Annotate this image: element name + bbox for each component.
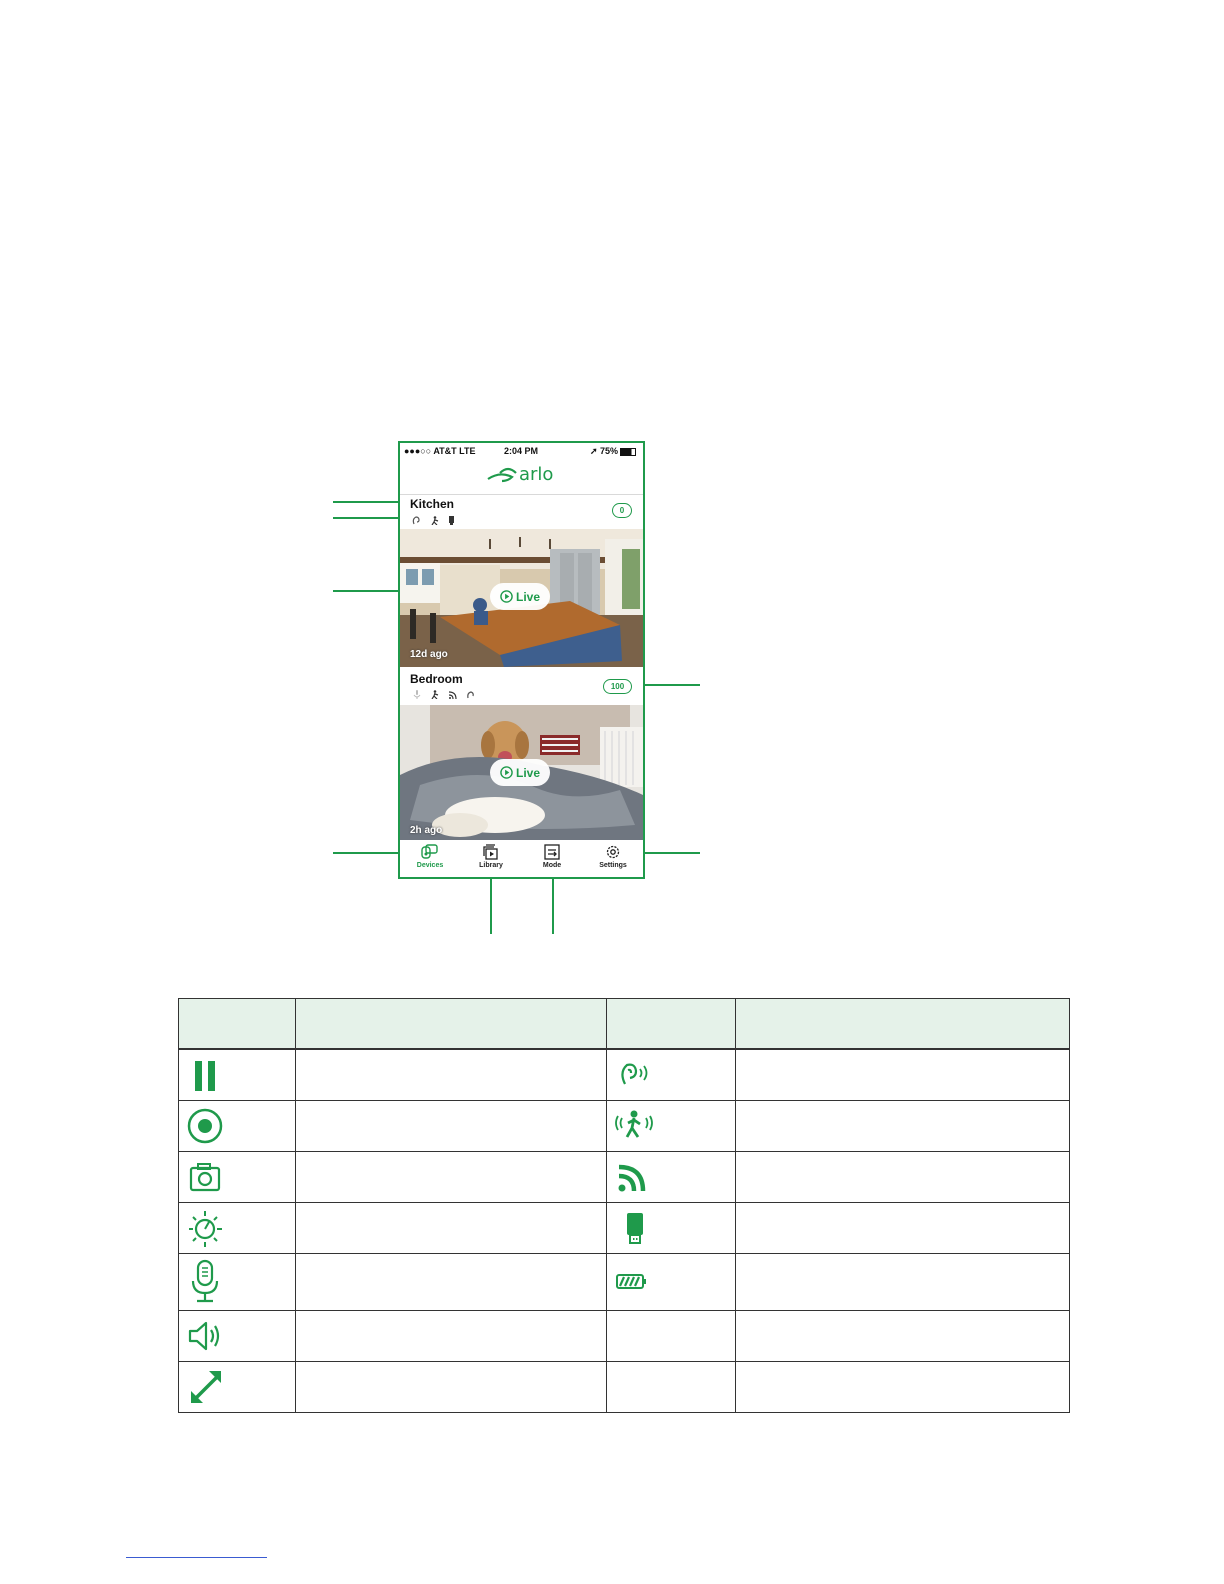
battery-level-icon — [466, 690, 476, 699]
tab-mode[interactable] — [522, 843, 582, 869]
table-header-cell — [179, 999, 296, 1050]
tab-library[interactable] — [461, 843, 521, 869]
tab-library-label: Library — [479, 862, 503, 869]
fullscreen-icon — [187, 1367, 227, 1407]
table-row — [179, 1362, 1070, 1413]
kitchen-live-label: Live — [515, 589, 540, 604]
battery-icon — [620, 448, 636, 456]
battery-charging-icon — [615, 1211, 655, 1245]
tab-settings[interactable] — [583, 843, 643, 869]
brightness-icon — [187, 1208, 227, 1248]
microphone-muted-icon — [412, 690, 422, 699]
status-time: 2:04 PM — [504, 446, 539, 456]
signal-strength-icon — [615, 1161, 655, 1193]
kitchen-time-ago: 12d ago — [410, 649, 448, 660]
battery-charging-icon — [448, 516, 456, 525]
camera-name-kitchen[interactable]: Kitchen — [410, 497, 455, 511]
status-battery: 75% — [600, 446, 619, 456]
icon-legend-table — [178, 998, 1070, 1413]
devices-icon — [421, 843, 439, 861]
bedroom-thumbnail[interactable] — [400, 705, 643, 840]
motion-detection-icon — [615, 1109, 655, 1143]
callout-line-library — [490, 877, 492, 934]
snapshot-camera-icon — [187, 1161, 227, 1193]
bottom-tab-bar — [400, 840, 643, 877]
location-icon: ➚ — [590, 446, 598, 456]
kitchen-thumbnail[interactable] — [400, 529, 643, 667]
logo-text: arlo — [519, 464, 554, 485]
table-row — [179, 1254, 1070, 1311]
header-divider — [400, 494, 643, 495]
table-header-cell — [736, 999, 1070, 1050]
bedroom-live-button[interactable] — [490, 759, 550, 786]
tab-devices[interactable] — [400, 843, 460, 869]
tab-mode-label: Mode — [542, 862, 562, 869]
motion-detection-icon — [430, 516, 440, 525]
mode-icon — [543, 843, 561, 861]
bedroom-time-ago: 2h ago — [410, 825, 443, 836]
audio-detection-icon — [412, 516, 422, 525]
bedroom-status-icons — [412, 690, 476, 699]
battery-level-icon — [615, 1270, 655, 1294]
camera-name-bedroom[interactable]: Bedroom — [410, 672, 463, 686]
record-icon — [187, 1106, 227, 1146]
motion-detection-icon — [430, 690, 440, 699]
table-header-cell — [296, 999, 607, 1050]
table-header-row — [179, 999, 1070, 1050]
play-icon — [500, 766, 513, 779]
arlo-logo — [486, 459, 566, 489]
pause-icon — [187, 1057, 227, 1093]
table-row — [179, 1203, 1070, 1254]
play-icon — [500, 590, 513, 603]
kitchen-live-button[interactable] — [490, 583, 550, 610]
microphone-icon — [187, 1259, 227, 1305]
speaker-icon — [187, 1319, 227, 1353]
footer-link-underline[interactable] — [126, 1557, 267, 1558]
table-header-cell — [607, 999, 736, 1050]
table-row — [179, 1152, 1070, 1203]
status-carrier: ●●●○○ AT&T LTE — [404, 446, 476, 456]
kitchen-status-icons — [412, 516, 456, 525]
gear-icon — [604, 843, 622, 861]
callout-line-mode — [552, 877, 554, 934]
table-row — [179, 1311, 1070, 1362]
table-row — [179, 1101, 1070, 1152]
signal-strength-icon — [448, 690, 458, 699]
callout-line-thumbnail — [333, 590, 399, 592]
kitchen-badge[interactable]: 0 — [612, 503, 632, 518]
library-icon — [482, 843, 500, 861]
tab-devices-label: Devices — [416, 862, 444, 869]
bedroom-badge[interactable]: 100 — [603, 679, 632, 694]
audio-detection-icon — [615, 1060, 655, 1090]
phone-screen — [398, 441, 645, 879]
tab-settings-label: Settings — [599, 862, 627, 869]
callout-line-status-icons — [333, 517, 399, 519]
callout-line-camera-name — [333, 501, 399, 503]
table-row — [179, 1049, 1070, 1101]
bedroom-live-label: Live — [515, 765, 540, 780]
